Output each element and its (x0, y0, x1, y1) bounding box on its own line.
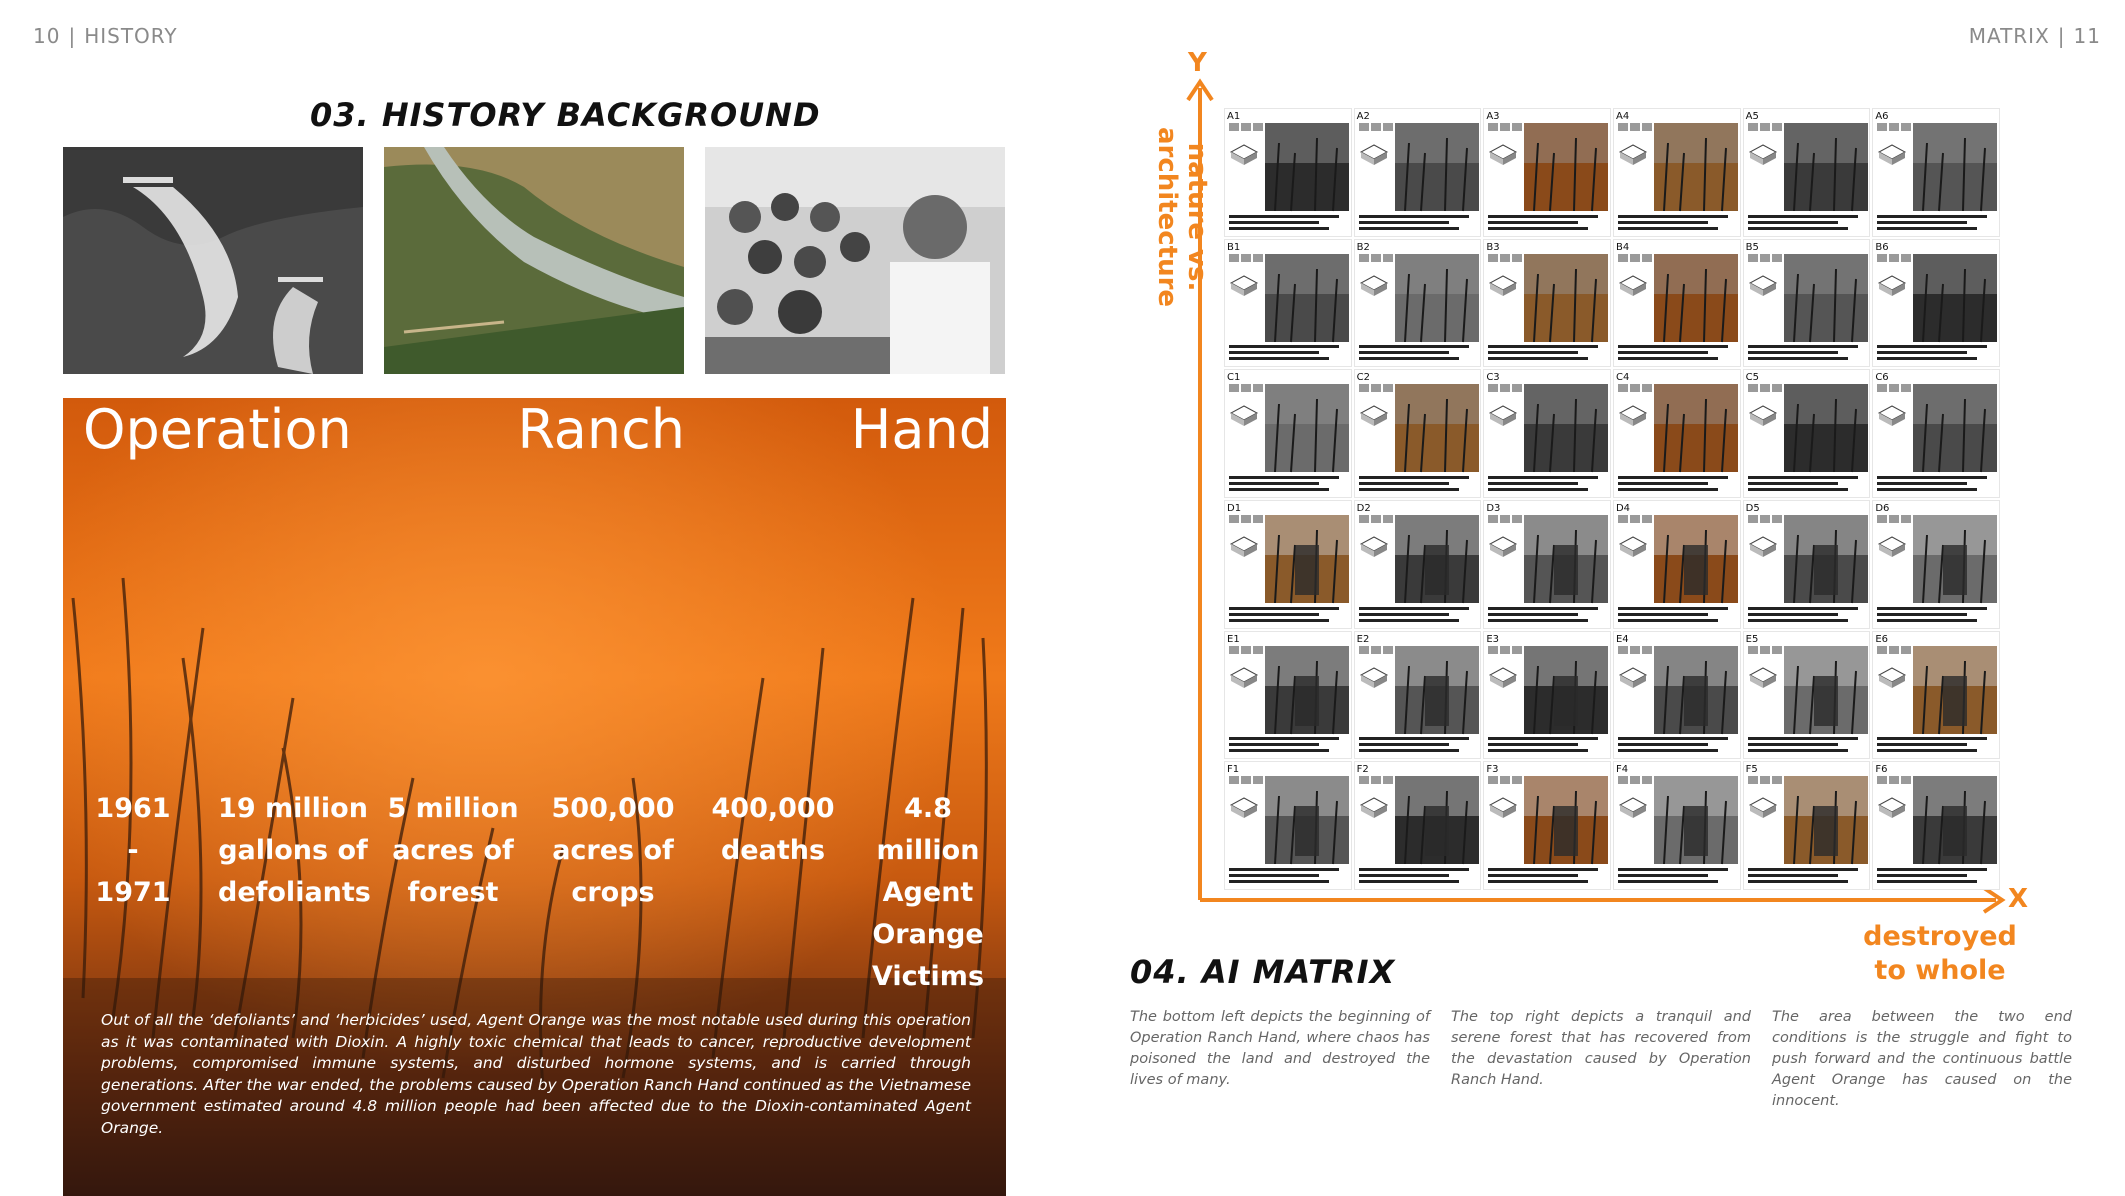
matrix-cell-render (1913, 123, 1997, 211)
matrix-cell-d1 (1224, 500, 1352, 629)
matrix-cell-text-lines (1229, 604, 1349, 622)
matrix-cell-render (1265, 646, 1349, 734)
matrix-cell-f5 (1743, 761, 1871, 890)
matrix-cell-label: D4 (1615, 503, 1631, 514)
matrix-cell-thumbnails (1748, 515, 1782, 523)
matrix-cell-render (1654, 384, 1738, 472)
matrix-cell-text-lines (1488, 342, 1608, 360)
matrix-cell-diagram (1229, 666, 1259, 690)
matrix-cell-thumbnails (1618, 776, 1652, 784)
matrix-cell-d6 (1872, 500, 2000, 629)
matrix-cell-thumbnails (1229, 254, 1263, 262)
matrix-cell-diagram (1748, 666, 1778, 690)
matrix-cell-label: C5 (1745, 372, 1760, 384)
hero-word-ranch: Ranch (517, 398, 686, 461)
matrix-cell-diagram (1877, 404, 1907, 428)
matrix-cell-text-lines (1488, 473, 1608, 491)
matrix-cell-diagram (1748, 274, 1778, 298)
matrix-cell-label: E4 (1615, 633, 1629, 645)
matrix-cell-thumbnails (1618, 646, 1652, 654)
matrix-cell-render (1395, 254, 1479, 342)
matrix-cell-c3 (1483, 369, 1611, 498)
matrix-cell-thumbnails (1488, 515, 1522, 523)
matrix-cell-diagram (1229, 404, 1259, 428)
matrix-cell-render (1654, 646, 1738, 734)
matrix-cell-label: A1 (1227, 111, 1241, 122)
matrix-cell-thumbnails (1618, 254, 1652, 262)
matrix-cell-diagram (1229, 535, 1259, 559)
matrix-cell-thumbnails (1618, 123, 1652, 131)
stat-gallons: 19 million gallons of defoliants (218, 793, 371, 908)
matrix-cell-diagram (1877, 796, 1907, 820)
matrix-cell-f3 (1483, 761, 1611, 890)
matrix-cell-label: E5 (1745, 633, 1759, 645)
right-page-header (1969, 24, 2101, 48)
page-number-left: 10 (33, 24, 61, 48)
matrix-cell-diagram (1488, 274, 1518, 298)
matrix-cell-text-lines (1488, 865, 1608, 883)
history-section-title: 03. HISTORY BACKGROUND (310, 96, 821, 134)
matrix-cell-diagram (1618, 143, 1648, 167)
matrix-cell-text-lines (1359, 734, 1479, 752)
matrix-cell-label: D1 (1227, 503, 1242, 514)
description-between: The area between the two end conditions is the struggle and fight to push forward and the continuous battle Agent Orange has caused on the innocent. (1772, 1009, 2072, 1109)
matrix-cell-text-lines (1877, 734, 1997, 752)
matrix-cell-d5 (1743, 500, 1871, 629)
matrix-cell-text-lines (1229, 734, 1349, 752)
matrix-cell-a2 (1354, 108, 1482, 237)
matrix-cell-diagram (1748, 404, 1778, 428)
matrix-cell-text-lines (1229, 342, 1349, 360)
y-axis-label-line2: architecture (1152, 126, 1182, 308)
matrix-cell-text-lines (1618, 604, 1738, 622)
matrix-cell-thumbnails (1359, 384, 1393, 392)
matrix-cell-d2 (1354, 500, 1482, 629)
header-separator: | (2057, 24, 2066, 48)
matrix-cell-diagram (1359, 666, 1389, 690)
matrix-cell-thumbnails (1488, 384, 1522, 392)
matrix-cell-render (1395, 646, 1479, 734)
matrix-cell-f4 (1613, 761, 1741, 890)
matrix-cell-diagram (1488, 404, 1518, 428)
matrix-cell-e4 (1613, 631, 1741, 760)
matrix-cell-diagram (1748, 143, 1778, 167)
x-axis-label-line1: destroyed (1863, 921, 2017, 952)
matrix-cell-e1 (1224, 631, 1352, 760)
matrix-cell-thumbnails (1877, 384, 1911, 392)
matrix-cell-diagram (1748, 535, 1778, 559)
matrix-cell-a6 (1872, 108, 2000, 237)
matrix-cell-label: B4 (1615, 241, 1630, 253)
matrix-cell-thumbnails (1359, 123, 1393, 131)
river-landscape-photo (384, 147, 684, 374)
section-name-left: HISTORY (84, 24, 178, 48)
matrix-cell-thumbnails (1618, 515, 1652, 523)
matrix-cell-diagram (1229, 796, 1259, 820)
matrix-cell-thumbnails (1229, 646, 1263, 654)
matrix-cell-thumbnails (1359, 776, 1393, 784)
matrix-cell-diagram (1488, 535, 1518, 559)
y-axis-label (1152, 126, 1212, 308)
matrix-cell-thumbnails (1877, 123, 1911, 131)
matrix-cell-thumbnails (1229, 123, 1263, 131)
matrix-cell-e5 (1743, 631, 1871, 760)
operation-ranch-hand-panel (63, 398, 1006, 1196)
matrix-cell-text-lines (1229, 212, 1349, 230)
matrix-cell-label: A2 (1356, 111, 1370, 122)
section-name-right: MATRIX (1968, 24, 2050, 48)
matrix-cell-diagram (1618, 796, 1648, 820)
matrix-cell-c2 (1354, 369, 1482, 498)
matrix-cell-label: C2 (1356, 372, 1371, 384)
matrix-cell-thumbnails (1229, 776, 1263, 784)
matrix-cell-text-lines (1359, 865, 1479, 883)
matrix-cell-text-lines (1748, 604, 1868, 622)
matrix-cell-c4 (1613, 369, 1741, 498)
stat-deaths: 400,000 deaths (711, 793, 835, 866)
matrix-cell-label: C4 (1615, 372, 1630, 384)
matrix-cell-thumbnails (1877, 254, 1911, 262)
matrix-cell-diagram (1488, 796, 1518, 820)
matrix-cell-label: D6 (1875, 503, 1890, 514)
matrix-cell-render (1524, 646, 1608, 734)
matrix-cell-text-lines (1748, 342, 1868, 360)
matrix-cell-label: B6 (1875, 241, 1889, 253)
matrix-cell-diagram (1359, 274, 1389, 298)
matrix-cell-render (1524, 776, 1608, 864)
matrix-cell-e6 (1872, 631, 2000, 760)
matrix-cell-thumbnails (1748, 384, 1782, 392)
matrix-cell-label: F5 (1745, 764, 1758, 776)
matrix-cell-b2 (1354, 239, 1482, 368)
matrix-cell-render (1265, 254, 1349, 342)
matrix-cell-label: E6 (1875, 633, 1889, 645)
aircraft-spraying-photo (63, 147, 363, 374)
matrix-cell-diagram (1618, 274, 1648, 298)
matrix-cell-label: B3 (1486, 241, 1500, 253)
description-bottom-left: The bottom left depicts the beginning of Operation Ranch Hand, where chaos has poisoned the land and destroyed the lives of many. (1130, 1009, 1430, 1088)
matrix-cell-b3 (1483, 239, 1611, 368)
matrix-cell-c6 (1872, 369, 2000, 498)
matrix-cell-thumbnails (1748, 123, 1782, 131)
matrix-cell-render (1524, 254, 1608, 342)
matrix-cell-diagram (1877, 535, 1907, 559)
matrix-cell-text-lines (1618, 473, 1738, 491)
matrix-cell-thumbnails (1488, 254, 1522, 262)
matrix-cell-label: E1 (1227, 633, 1240, 645)
matrix-cell-label: D2 (1356, 503, 1371, 514)
matrix-cell-label: A6 (1875, 111, 1889, 122)
matrix-cell-d4 (1613, 500, 1741, 629)
matrix-cell-label: B2 (1356, 241, 1370, 253)
matrix-cell-thumbnails (1229, 515, 1263, 523)
matrix-cell-text-lines (1359, 342, 1479, 360)
matrix-cell-label: F3 (1486, 764, 1499, 776)
matrix-cell-text-lines (1877, 342, 1997, 360)
matrix-cell-thumbnails (1748, 646, 1782, 654)
matrix-cell-a3 (1483, 108, 1611, 237)
matrix-cell-text-lines (1488, 212, 1608, 230)
matrix-cell-thumbnails (1488, 646, 1522, 654)
matrix-cell-thumbnails (1488, 123, 1522, 131)
matrix-cell-diagram (1359, 404, 1389, 428)
matrix-cell-text-lines (1877, 865, 1997, 883)
matrix-cell-c1 (1224, 369, 1352, 498)
left-page-header (33, 24, 178, 48)
matrix-cell-b6 (1872, 239, 2000, 368)
matrix-cell-b4 (1613, 239, 1741, 368)
matrix-cell-label: F4 (1615, 764, 1629, 776)
victims-group-photo (705, 147, 1005, 374)
y-axis-label-line1: nature vs. (1182, 142, 1212, 292)
matrix-cell-render (1913, 776, 1997, 864)
matrix-cell-text-lines (1359, 212, 1479, 230)
matrix-cell-b1 (1224, 239, 1352, 368)
matrix-cell-e3 (1483, 631, 1611, 760)
matrix-cell-diagram (1877, 666, 1907, 690)
matrix-cell-label: E3 (1486, 633, 1500, 645)
matrix-cell-render (1654, 515, 1738, 603)
matrix-cell-text-lines (1229, 865, 1349, 883)
matrix-cell-diagram (1877, 143, 1907, 167)
matrix-cell-text-lines (1359, 604, 1479, 622)
matrix-cell-thumbnails (1229, 384, 1263, 392)
matrix-cell-thumbnails (1359, 515, 1393, 523)
matrix-cell-render (1395, 776, 1479, 864)
history-paragraph: Out of all the ‘defoliants’ and ‘herbicides’ used, Agent Orange was the most notable used during this operation as it was contaminated with Dioxin. A highly toxic chemical that leads to cancer, reproductive development problems, compromised immune systems, and disturbed hormone systems, and is carried through generations. After the war ended, the problems caused by Operation Ranch Hand continued as the Vietnamese government estimated around 4.8 million people had been affected due to the Dioxin-contaminated Agent Orange. (101, 1011, 971, 1137)
matrix-cell-a5 (1743, 108, 1871, 237)
matrix-cell-label: A3 (1486, 111, 1500, 122)
matrix-cell-render (1654, 254, 1738, 342)
ai-matrix-grid (1224, 108, 2000, 890)
matrix-cell-text-lines (1488, 734, 1608, 752)
matrix-cell-render (1265, 384, 1349, 472)
matrix-cell-thumbnails (1359, 254, 1393, 262)
matrix-cell-text-lines (1748, 734, 1868, 752)
matrix-cell-render (1654, 776, 1738, 864)
stat-crops: 500,000 acres of crops (551, 793, 675, 908)
matrix-cell-c5 (1743, 369, 1871, 498)
matrix-cell-label: B1 (1227, 241, 1241, 253)
matrix-cell-thumbnails (1877, 776, 1911, 784)
matrix-cell-label: A5 (1745, 111, 1759, 122)
matrix-cell-diagram (1748, 796, 1778, 820)
y-axis-letter: Y (1188, 48, 1207, 78)
matrix-cell-thumbnails (1748, 776, 1782, 784)
matrix-cell-text-lines (1618, 865, 1738, 883)
matrix-cell-text-lines (1618, 342, 1738, 360)
matrix-cell-e2 (1354, 631, 1482, 760)
hero-word-hand: Hand (850, 398, 993, 461)
matrix-cell-render (1654, 123, 1738, 211)
stat-victims: 4.8 million Agent Orange Victims (871, 793, 985, 992)
matrix-cell-render (1784, 384, 1868, 472)
stat-forest: 5 million acres of forest (387, 793, 519, 908)
matrix-cell-diagram (1359, 143, 1389, 167)
matrix-cell-label: D3 (1486, 503, 1501, 514)
matrix-cell-render (1913, 515, 1997, 603)
matrix-cell-render (1784, 123, 1868, 211)
matrix-cell-render (1784, 515, 1868, 603)
matrix-cell-diagram (1618, 535, 1648, 559)
matrix-cell-diagram (1229, 143, 1259, 167)
matrix-cell-label: E2 (1356, 633, 1370, 645)
x-axis-label-line2: to whole (1874, 955, 2006, 986)
matrix-cell-diagram (1488, 666, 1518, 690)
matrix-cell-text-lines (1748, 212, 1868, 230)
matrix-cell-render (1265, 776, 1349, 864)
matrix-cell-render (1265, 123, 1349, 211)
matrix-cell-render (1395, 515, 1479, 603)
matrix-cell-diagram (1359, 535, 1389, 559)
x-axis-letter: X (2008, 884, 2029, 914)
matrix-cell-render (1784, 646, 1868, 734)
matrix-cell-label: C3 (1486, 372, 1500, 384)
matrix-cell-thumbnails (1748, 254, 1782, 262)
matrix-cell-a1 (1224, 108, 1352, 237)
matrix-cell-label: F6 (1875, 764, 1888, 776)
matrix-cell-thumbnails (1359, 646, 1393, 654)
matrix-cell-thumbnails (1877, 515, 1911, 523)
x-axis-label (1840, 920, 2040, 988)
matrix-cell-render (1913, 646, 1997, 734)
matrix-cell-a4 (1613, 108, 1741, 237)
matrix-cell-render (1395, 384, 1479, 472)
matrix-cell-text-lines (1877, 473, 1997, 491)
matrix-cell-label: C1 (1227, 372, 1241, 384)
matrix-cell-text-lines (1618, 734, 1738, 752)
page-number-right: 11 (2073, 24, 2101, 48)
matrix-cell-diagram (1877, 274, 1907, 298)
matrix-cell-d3 (1483, 500, 1611, 629)
matrix-cell-text-lines (1618, 212, 1738, 230)
matrix-cell-render (1524, 384, 1608, 472)
matrix-cell-f1 (1224, 761, 1352, 890)
matrix-cell-text-lines (1748, 865, 1868, 883)
matrix-cell-render (1265, 515, 1349, 603)
matrix-cell-diagram (1618, 666, 1648, 690)
matrix-cell-diagram (1488, 143, 1518, 167)
matrix-cell-f6 (1872, 761, 2000, 890)
matrix-cell-thumbnails (1877, 646, 1911, 654)
stat-years: 1961 - 1971 (95, 793, 171, 908)
description-top-right: The top right depicts a tranquil and serene forest that has recovered from the devastation caused by Operation Ranch Hand. (1451, 1009, 1751, 1088)
matrix-cell-render (1913, 384, 1997, 472)
matrix-cell-render (1524, 515, 1608, 603)
matrix-cell-thumbnails (1488, 776, 1522, 784)
matrix-cell-label: A4 (1615, 111, 1630, 122)
matrix-cell-label: B5 (1745, 241, 1759, 253)
ai-matrix-title: 04. AI MATRIX (1130, 953, 1396, 991)
matrix-cell-text-lines (1229, 473, 1349, 491)
hero-headline (83, 398, 993, 461)
matrix-cell-label: F1 (1227, 764, 1240, 776)
header-separator: | (68, 24, 77, 48)
matrix-cell-b5 (1743, 239, 1871, 368)
matrix-cell-diagram (1229, 274, 1259, 298)
matrix-cell-render (1395, 123, 1479, 211)
matrix-cell-text-lines (1359, 473, 1479, 491)
matrix-cell-text-lines (1488, 604, 1608, 622)
matrix-cell-render (1784, 776, 1868, 864)
matrix-cell-label: F2 (1356, 764, 1369, 776)
matrix-cell-render (1913, 254, 1997, 342)
matrix-cell-text-lines (1877, 604, 1997, 622)
matrix-cell-render (1784, 254, 1868, 342)
matrix-cell-render (1524, 123, 1608, 211)
matrix-cell-text-lines (1877, 212, 1997, 230)
hero-word-operation: Operation (83, 398, 352, 461)
matrix-cell-label: D5 (1745, 503, 1760, 514)
matrix-cell-label: C6 (1875, 372, 1889, 384)
matrix-cell-diagram (1618, 404, 1648, 428)
matrix-cell-f2 (1354, 761, 1482, 890)
matrix-cell-text-lines (1748, 473, 1868, 491)
matrix-cell-thumbnails (1618, 384, 1652, 392)
matrix-cell-diagram (1359, 796, 1389, 820)
